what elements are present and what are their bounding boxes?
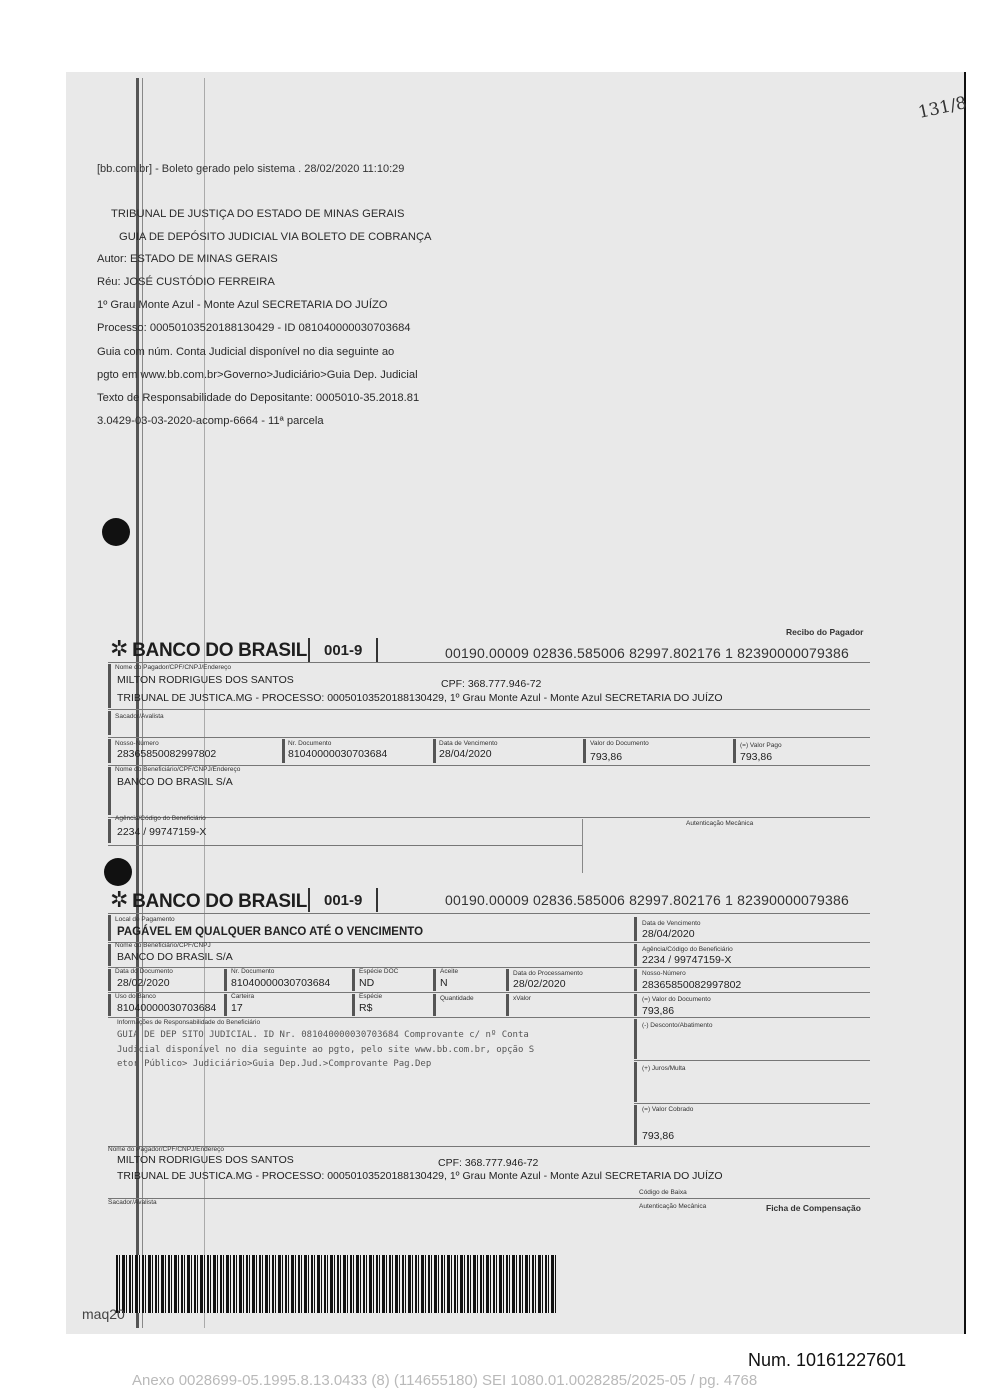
- scanner-id: maq20: [82, 1306, 125, 1322]
- payer-cpf: CPF: 368.777.946-72: [441, 678, 542, 690]
- field-label: Data do Documento: [115, 968, 173, 975]
- field-label: xValor: [513, 995, 531, 1002]
- field-label: Nome do Pagador/CPF/CNPJ/Endereço: [108, 1146, 224, 1153]
- vencimento: 28/04/2020: [439, 748, 492, 760]
- field-label: Nosso-Número: [115, 740, 159, 747]
- field-label: Nr. Documento: [231, 968, 275, 975]
- field-label: Código de Baixa: [639, 1189, 687, 1196]
- ficha-title: Ficha de Compensação: [766, 1203, 861, 1213]
- field-label: (=) Valor do Documento: [642, 996, 711, 1003]
- processo-line: Processo: 00050103520188130429 - ID 081040000030703684: [97, 322, 411, 334]
- nosso-numero: 28365850082997802: [117, 748, 217, 760]
- bank-logo: ✲ BANCO DO BRASIL: [110, 887, 308, 912]
- payer-name: MILTON RODRIGUES DOS SANTOS: [117, 1154, 294, 1166]
- reu-line: Réu: JOSÉ CUSTÓDIO FERREIRA: [97, 276, 275, 288]
- field-label: (=) Valor Cobrado: [642, 1106, 694, 1113]
- field-label: Nosso-Número: [642, 970, 686, 977]
- bank-logo: ✲ BANCO DO BRASIL: [110, 636, 308, 661]
- field-label: Nome do Beneficiário/CPF/CNPJ: [115, 942, 211, 949]
- bank-logo-icon: ✲: [110, 887, 129, 912]
- field-label: Espécie DOC: [359, 968, 399, 975]
- punch-hole: [104, 858, 132, 886]
- info-line: etor Público> Judiciário>Guia Dep.Jud.>Comprovante Pag.Dep: [117, 1059, 432, 1069]
- payer-cpf: CPF: 368.777.946-72: [438, 1157, 539, 1169]
- nosso-numero: 28365850082997802: [642, 979, 742, 991]
- info-line: GUIA DE DEP SITO JUDICIAL. ID Nr. 081040000030703684 Comprovante c/ nº Conta: [117, 1030, 529, 1040]
- field-label: Data de Vencimento: [439, 740, 498, 747]
- info-line: Judicial disponível no dia seguinte ao pgto, pelo site www.bb.com.br, opção S: [117, 1045, 535, 1055]
- uso-banco: 81040000030703684: [117, 1002, 217, 1014]
- aceite: N: [440, 977, 448, 989]
- field-label: Valor do Documento: [590, 740, 649, 747]
- punch-hole: [102, 518, 130, 546]
- especie: R$: [359, 1002, 373, 1014]
- field-label: Data do Processamento: [513, 970, 583, 977]
- digit-line: 00190.00009 02836.585006 82997.802176 1 82390000079386: [445, 892, 849, 908]
- info-line: Texto de Responsabilidade do Depositante: 0005010-35.2018.81: [97, 392, 420, 404]
- valor-pago: 793,86: [740, 751, 773, 763]
- court-title: TRIBUNAL DE JUSTIÇA DO ESTADO DE MINAS GERAIS: [111, 208, 405, 220]
- vara-line: 1º Grau Monte Azul - Monte Azul SECRETARIA DO JUÍZO: [97, 299, 388, 311]
- payer-address: TRIBUNAL DE JUSTICA.MG - PROCESSO: 00050103520188130429, 1º Grau Monte Azul - Monte Azul SECRETARIA DO JUÍZO: [117, 1170, 723, 1182]
- especie-doc: ND: [359, 977, 375, 989]
- field-label: Autenticação Mecânica: [686, 820, 754, 827]
- field-label: (-) Desconto/Abatimento: [642, 1022, 713, 1029]
- field-label: Quantidade: [440, 995, 474, 1002]
- data-processamento: 28/02/2020: [513, 978, 566, 990]
- field-label: Uso do Banco: [115, 993, 156, 1000]
- beneficiario: BANCO DO BRASIL S/A: [117, 951, 233, 963]
- agencia: 2234 / 99747159-X: [642, 954, 732, 966]
- vencimento: 28/04/2020: [642, 928, 695, 940]
- system-line: [bb.com.br] - Boleto gerado pelo sistema . 28/02/2020 11:10:29: [97, 163, 405, 175]
- field-label: Sacador/Avalista: [108, 1199, 157, 1206]
- field-label: Informações de Responsabilidade do Beneficiário: [117, 1019, 261, 1026]
- bank-code: 001-9: [308, 888, 378, 912]
- info-line: pgto em www.bb.com.br>Governo>Judiciário>Guia Dep. Judicial: [97, 369, 418, 381]
- field-label: Data de Vencimento: [642, 920, 701, 927]
- data-documento: 28/02/2020: [117, 977, 170, 989]
- field-label: Local de Pagamento: [115, 916, 175, 923]
- field-label: Carteira: [231, 993, 255, 1000]
- valor-cobrado: 793,86: [642, 1130, 675, 1142]
- guide-title: GUIA DE DEPÓSITO JUDICIAL VIA BOLETO DE COBRANÇA: [119, 231, 432, 243]
- field-label: (+) Juros/Multa: [642, 1065, 686, 1072]
- payer-address: TRIBUNAL DE JUSTICA.MG - PROCESSO: 00050103520188130429, 1º Grau Monte Azul - Monte Azul SECRETARIA DO JUÍZO: [117, 692, 723, 704]
- document-number: Num. 10161227601: [748, 1350, 907, 1370]
- valor-documento: 793,86: [642, 1005, 675, 1017]
- agencia: 2234 / 99747159-X: [117, 826, 207, 838]
- field-label: Nome do Pagador/CPF/CNPJ/Endereço: [115, 664, 231, 671]
- bank-logo-icon: ✲: [110, 636, 129, 661]
- barcode: [116, 1255, 556, 1313]
- field-label: Nome do Beneficiário/CPF/CNPJ/Endereço: [115, 766, 241, 773]
- field-label: (=) Valor Pago: [740, 742, 782, 749]
- beneficiario: BANCO DO BRASIL S/A: [117, 776, 233, 788]
- bank-code: 001-9: [308, 638, 378, 662]
- receipt-title: Recibo do Pagador: [786, 627, 864, 637]
- valor-documento: 793,86: [590, 751, 623, 763]
- field-label: Aceite: [440, 968, 459, 975]
- local-pagamento: PAGÁVEL EM QUALQUER BANCO ATÉ O VENCIMENTO: [117, 926, 424, 938]
- digit-line: 00190.00009 02836.585006 82997.802176 1 82390000079386: [445, 645, 849, 661]
- nr-documento: 81040000030703684: [231, 977, 331, 989]
- field-label: Espécie: [359, 993, 383, 1000]
- payer-name: MILTON RODRIGUES DOS SANTOS: [117, 674, 294, 686]
- handwritten-page-mark: 131/8: [916, 93, 969, 123]
- info-line: 3.0429-03-03-2020-acomp-6664 - 11ª parcela: [97, 415, 324, 427]
- field-label: Agência/Código do Beneficiário: [642, 946, 733, 953]
- field-label: Autenticação Mecânica: [639, 1203, 707, 1210]
- nr-documento: 81040000030703684: [288, 748, 388, 760]
- field-label: Agência/Código do Beneficiário: [115, 815, 206, 822]
- autor-line: Autor: ESTADO DE MINAS GERAIS: [97, 253, 278, 265]
- footer-reference: Anexo 0028699-05.1995.8.13.0433 (8) (114655180) SEI 1080.01.0028285/2025-05 / pg. 4768: [132, 1372, 758, 1389]
- field-label: Sacador/Avalista: [115, 713, 164, 720]
- carteira: 17: [231, 1002, 243, 1014]
- field-label: Nr. Documento: [288, 740, 332, 747]
- info-line: Guia com núm. Conta Judicial disponível no dia seguinte ao: [97, 346, 395, 358]
